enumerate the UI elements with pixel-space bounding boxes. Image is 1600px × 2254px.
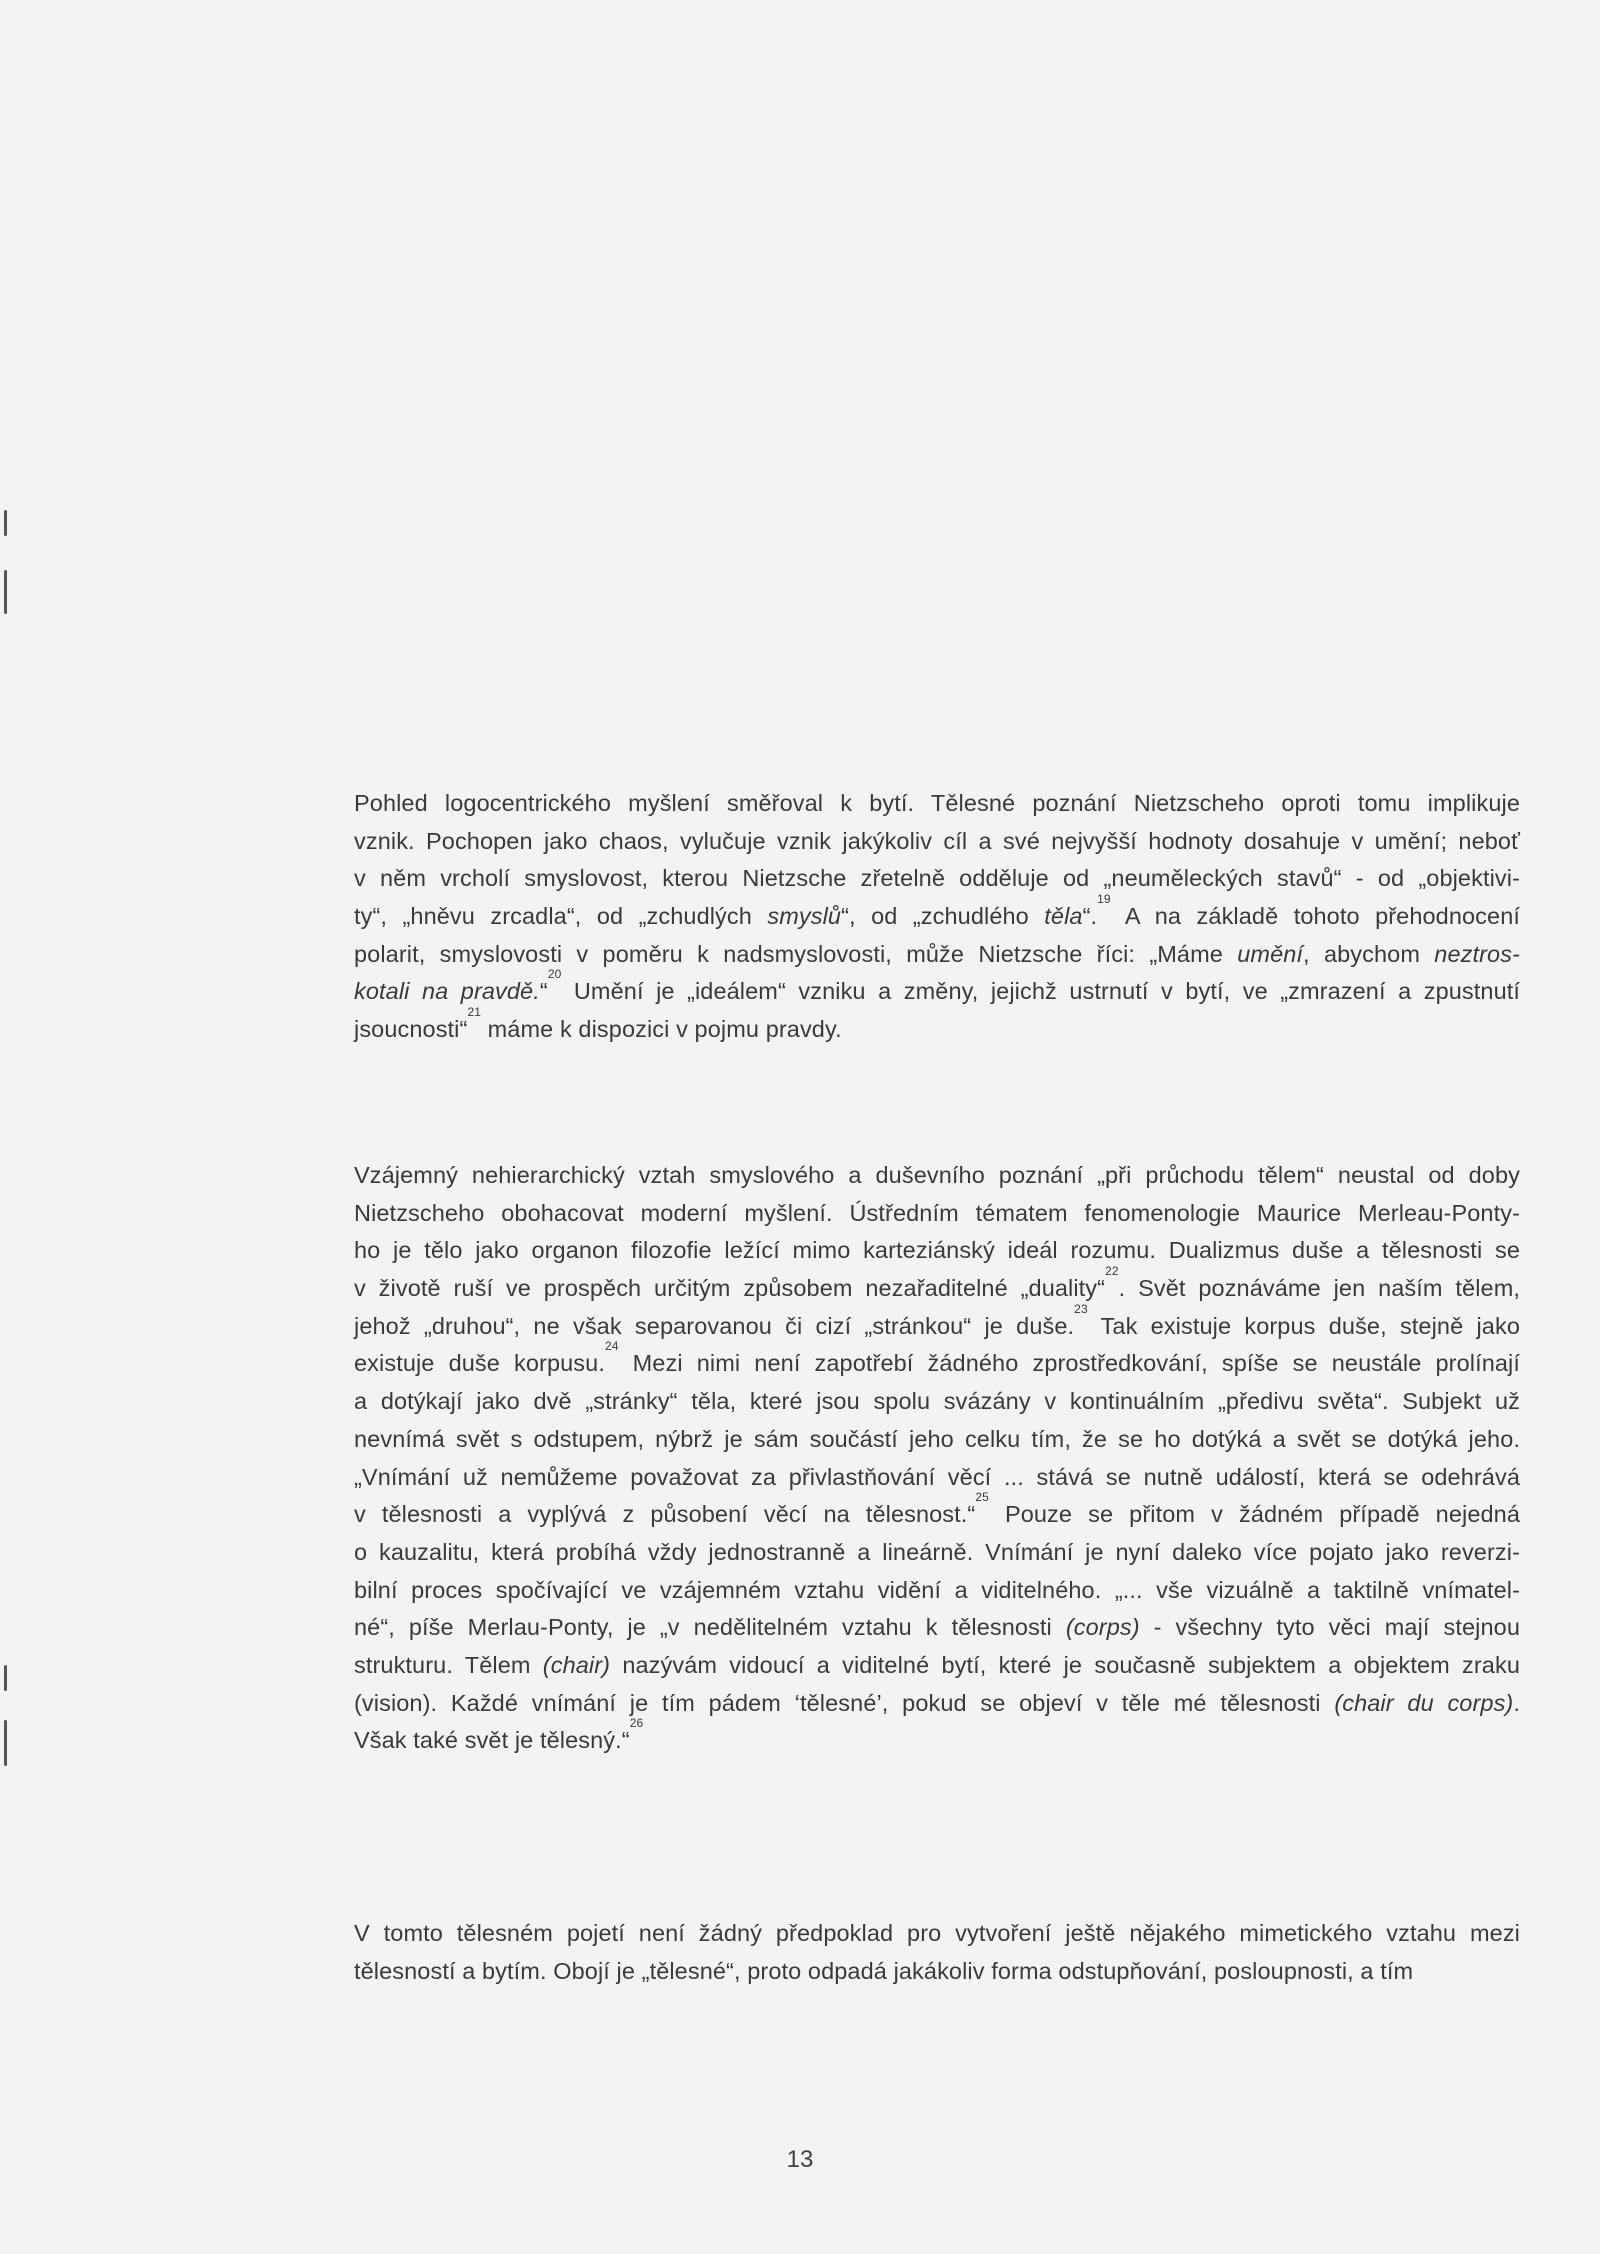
- italic-term: umění: [1237, 940, 1304, 967]
- binding-mark-bottom: [4, 1665, 7, 1691]
- text-line: tělesností a bytím. Obojí je „tělesné“, proto odpadá jakákoliv forma odstupňování, posloupnosti, a tím: [354, 1957, 1414, 1984]
- text-line: polarit, smyslovosti v poměru k nadsmyslovosti, může Nietzsche říci: „Máme umění, abychom neztros-: [354, 940, 1520, 967]
- text-line: strukturu. Tělem (chair) nazývám vidoucí a viditelné bytí, které je současně subjektem a objektem zraku: [354, 1651, 1520, 1678]
- italic-term: neztros-: [1434, 940, 1520, 967]
- paragraph-2: [354, 1157, 1520, 1760]
- footnote-marker: 25: [975, 1490, 989, 1505]
- italic-term: těla: [1044, 903, 1083, 930]
- text-line: V tomto tělesném pojetí není žádný předpoklad pro vytvoření ještě nějakého mimetického vztahu mezi: [354, 1920, 1520, 1946]
- paragraph-3: [354, 1915, 1520, 1990]
- text-line: Vzájemný nehierarchický vztah smyslového a duševního poznání „při průchodu tělem“ neustal od doby: [354, 1162, 1520, 1188]
- text-line: kotali na pravdě.“$^{20}$ Umění je „ideálem“ vzniku a změny, jejichž ustrnutí v bytí, ve „zmrazení a zpustnutí: [354, 967, 1521, 1005]
- binding-mark-top-lower: [4, 570, 7, 614]
- footnote-marker: 24: [604, 1339, 619, 1354]
- text-line: ty“, „hněvu zrcadla“, od „zchudlých smyslů“, od „zchudlého těla“.$^{19}$ A na základě tohoto přehodnocení: [354, 892, 1520, 930]
- footnote-marker: 21: [467, 1005, 481, 1020]
- italic-term: (chair): [542, 1651, 611, 1678]
- footnote-marker: 19: [1097, 892, 1111, 907]
- text-line: Pohled logocentrického myšlení směřoval k bytí. Tělesné poznání Nietzscheho oproti tomu implikuje: [354, 790, 1520, 816]
- text-line: jehož „druhou“, ne však separovanou či cizí „stránkou“ je duše.$^{23}$ Tak existuje korpus duše, stejně jako: [354, 1301, 1520, 1339]
- text-line: v životě ruší ve prospěch určitým způsobem nezařaditelné „duality“$^{22}$. Svět poznáváme jen naším tělem,: [354, 1264, 1521, 1302]
- italic-term: (chair du corps): [1334, 1689, 1514, 1716]
- footnote-marker: 26: [629, 1716, 644, 1731]
- paragraph-1: [354, 785, 1520, 1049]
- text-line: v něm vrcholí smyslovost, kterou Nietzsche zřetelně odděluje od „neuměleckých stavů“ - od „objektivi-: [354, 865, 1520, 892]
- footnote-marker: 22: [1105, 1264, 1119, 1279]
- text-line: a dotýkají jako dvě „stránky“ těla, které jsou spolu svázány v kontinuálním „předivu světa“. Subjekt už: [354, 1388, 1520, 1415]
- text-line: Nietzscheho obohacovat moderní myšlení. Ústředním tématem fenomenologie Maurice Merleau-Ponty-: [354, 1199, 1520, 1226]
- text-line: nevnímá svět s odstupem, nýbrž je sám součástí jeho celku tím, že se ho dotýká a svět se dotýká jeho.: [354, 1425, 1520, 1452]
- text-line: v tělesnosti a vyplývá z působení věcí na tělesnost.“$^{25}$ Pouze se přitom v žádném případě nejedná: [354, 1490, 1520, 1528]
- footnote-marker: 23: [1074, 1301, 1088, 1316]
- italic-term: smyslů: [767, 903, 842, 930]
- text-line: „Vnímání už nemůžeme považovat za přivlastňování věcí ... stává se nutně událostí, která se odehrává: [354, 1463, 1520, 1490]
- italic-term: (corps): [1065, 1614, 1140, 1641]
- text-line: né“, píše Merlau-Ponty, je „v nedělitelném vztahu k tělesnosti (corps) - všechny tyto věci mají stejnou: [354, 1614, 1520, 1641]
- page-number: 13: [786, 2146, 814, 2173]
- text-line: existuje duše korpusu.$^{24}$ Mezi nimi není zapotřebí žádného zprostředkování, spíše se neustále prolínají: [354, 1339, 1520, 1377]
- text-line: bilní proces spočívající ve vzájemném vztahu vidění a viditelného. „... vše vizuálně a taktilně vnímatel-: [354, 1576, 1520, 1603]
- text-line: (vision). Každé vnímání je tím pádem ‘tělesné’, pokud se objeví v těle mé tělesnosti (chair du corps).: [354, 1689, 1520, 1716]
- text-line: o kauzalitu, která probíhá vždy jednostranně a lineárně. Vnímání je nyní daleko více pojato jako reverzi-: [354, 1538, 1520, 1565]
- text-line: ho je tělo jako organon filozofie ležící mimo karteziánský ideál rozumu. Dualizmus duše a tělesnosti se: [354, 1237, 1520, 1264]
- text-line: Však také svět je tělesný.“$^{26}$: [354, 1716, 644, 1754]
- text-line: jsoucnosti“$^{21}$ máme k dispozici v pojmu pravdy.: [354, 1005, 842, 1043]
- binding-mark-top: [4, 510, 7, 536]
- italic-term: kotali na pravdě.: [354, 978, 540, 1005]
- binding-mark-bottom-lower: [4, 1720, 7, 1766]
- footnote-marker: 20: [547, 967, 562, 982]
- text-line: vznik. Pochopen jako chaos, vylučuje vznik jakýkoliv cíl a své nejvyšší hodnoty dosahuje v umění; neboť: [354, 827, 1520, 854]
